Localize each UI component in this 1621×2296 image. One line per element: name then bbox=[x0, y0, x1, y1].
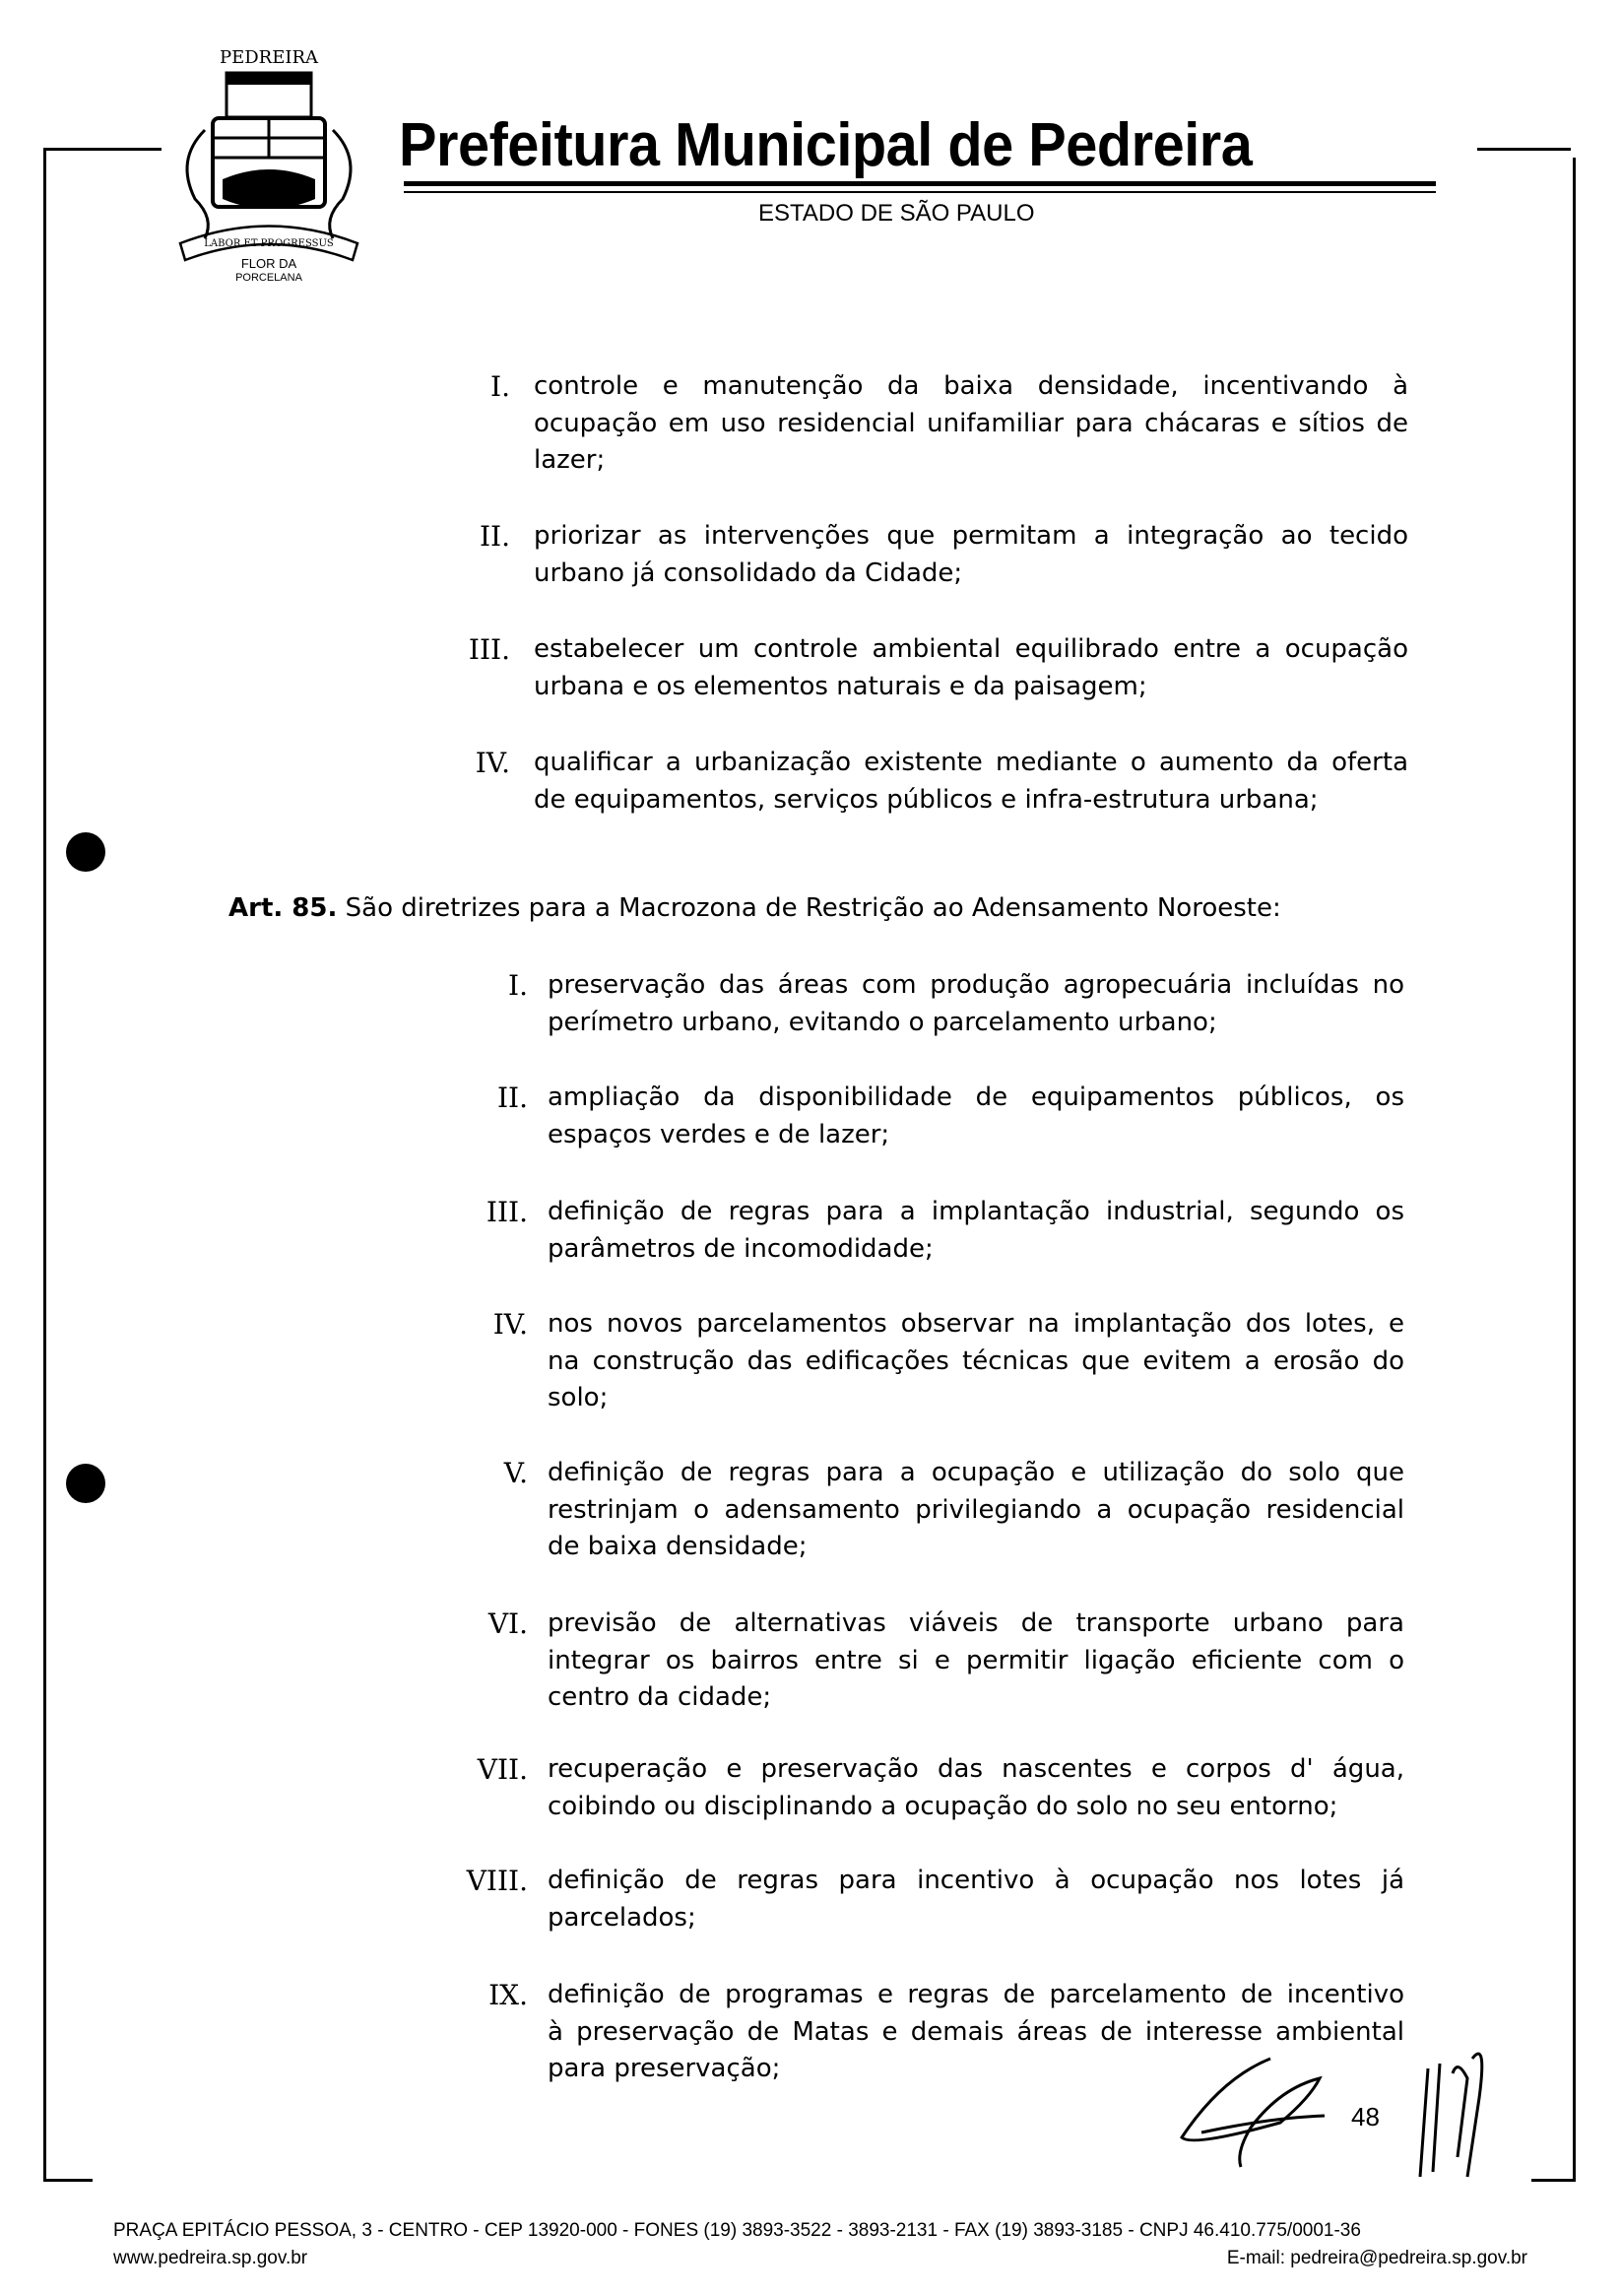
item-text-line: integrar os bairros entre si e permitir ligação eficiente com o bbox=[548, 1645, 1404, 1675]
signature-initials bbox=[1162, 2039, 1536, 2187]
page-subtitle: ESTADO DE SÃO PAULO bbox=[758, 200, 1035, 227]
item-text-line: ampliação da disponibilidade de equipamentos públicos, os bbox=[548, 1082, 1404, 1112]
item-text-line: definição de regras para incentivo à ocupação nos lotes já bbox=[548, 1866, 1404, 1895]
list-item bbox=[534, 745, 1408, 819]
item-text-line: espaços verdes e de lazer; bbox=[548, 1119, 890, 1149]
title-underline-thin bbox=[404, 191, 1436, 193]
logo-text-bottom2: PORCELANA bbox=[235, 272, 302, 283]
item-numeral: IV. bbox=[475, 747, 510, 779]
item-numeral: VII. bbox=[477, 1753, 528, 1786]
article-label: Art. 85. bbox=[228, 893, 338, 923]
page-border-top-right bbox=[1477, 148, 1571, 151]
item-numeral: V. bbox=[503, 1457, 528, 1489]
footer-website[interactable]: www.pedreira.sp.gov.br bbox=[113, 2248, 308, 2268]
item-text-line: urbano já consolidado da Cidade; bbox=[534, 558, 963, 588]
logo-text-bottom1: FLOR DA bbox=[240, 256, 297, 271]
list-item bbox=[548, 1455, 1404, 1566]
item-numeral: VIII. bbox=[466, 1865, 528, 1897]
list-item bbox=[534, 631, 1408, 705]
item-text-line: parcelados; bbox=[548, 1902, 696, 1933]
item-text-line: nos novos parcelamentos observar na implantação dos lotes, e bbox=[548, 1309, 1404, 1339]
article-85 bbox=[228, 890, 1281, 928]
page-title: Prefeitura Municipal de Pedreira bbox=[399, 111, 1253, 179]
logo-motto: LABOR ET PROGRESSUS bbox=[204, 238, 334, 249]
item-numeral: IX. bbox=[488, 1979, 528, 2011]
list-item bbox=[548, 1751, 1404, 1825]
item-numeral: II. bbox=[479, 520, 510, 553]
page-border-bottom-right bbox=[1531, 2179, 1576, 2182]
item-text-line: recuperação e preservação das nascentes e corpos d' água, bbox=[548, 1754, 1404, 1784]
item-text-line: urbana e os elementos naturais e da paisagem; bbox=[534, 671, 1147, 701]
item-text-line: definição de regras para a implantação industrial, segundo os bbox=[548, 1197, 1404, 1226]
item-text-line: controle e manutenção da baixa densidade, incentivando à bbox=[534, 371, 1408, 401]
page-border-left bbox=[43, 148, 46, 2179]
item-text-line: preservação das áreas com produção agropecuária incluídas no bbox=[548, 970, 1404, 1000]
list-item bbox=[548, 1863, 1404, 1936]
page-border-bottom-left bbox=[43, 2179, 93, 2182]
item-numeral: III. bbox=[486, 1196, 528, 1228]
item-text-line: ocupação em uso residencial unifamiliar para chácaras e sítios de bbox=[534, 408, 1408, 438]
list-item bbox=[548, 967, 1404, 1041]
item-text-line: para preservação; bbox=[548, 2054, 781, 2083]
item-text-line: na construção das edificações técnicas que evitem a erosão do bbox=[548, 1345, 1404, 1376]
item-text-line: perímetro urbano, evitando o parcelamento urbano; bbox=[548, 1007, 1217, 1037]
item-numeral: I. bbox=[508, 969, 528, 1002]
item-numeral: III. bbox=[468, 633, 510, 666]
item-text-line: coibindo ou disciplinando a ocupação do solo no seu entorno; bbox=[548, 1791, 1338, 1821]
item-numeral: I. bbox=[490, 370, 510, 403]
item-numeral: VI. bbox=[487, 1607, 528, 1640]
coat-of-arms-logo bbox=[165, 41, 372, 283]
item-text-line: de equipamentos, serviços públicos e infra-estrutura urbana; bbox=[534, 784, 1319, 815]
list-item bbox=[534, 518, 1408, 592]
title-underline-thick bbox=[404, 181, 1436, 186]
footer-address: PRAÇA EPITÁCIO PESSOA, 3 - CENTRO - CEP 13920-000 - FONES (19) 3893-3522 - 3893-2131 - FAX (19) 3893-3185 - CNPJ 46.410.775/0001-36 bbox=[113, 2220, 1361, 2241]
list-item bbox=[548, 1194, 1404, 1268]
item-text-line: restrinjam o adensamento privilegiando a ocupação residencial bbox=[548, 1494, 1404, 1525]
list-item bbox=[548, 1606, 1404, 1717]
punch-hole-2 bbox=[66, 1464, 105, 1503]
item-text-line: priorizar as intervenções que permitam a integração ao tecido bbox=[534, 521, 1408, 551]
item-text-line: parâmetros de incomodidade; bbox=[548, 1233, 934, 1264]
list-item bbox=[534, 368, 1408, 480]
page-border-right bbox=[1573, 158, 1576, 2179]
punch-hole-1 bbox=[66, 832, 105, 872]
logo-text-top: PEDREIRA bbox=[219, 47, 319, 68]
item-text-line: definição de programas e regras de parcelamento de incentivo bbox=[548, 1980, 1404, 2009]
item-text-line: centro da cidade; bbox=[548, 1682, 772, 1712]
item-text-line: lazer; bbox=[534, 445, 606, 475]
item-text-line: à preservação de Matas e demais áreas de interesse ambiental bbox=[548, 2016, 1404, 2047]
item-numeral: II. bbox=[496, 1082, 528, 1114]
page-number: 48 bbox=[1351, 2102, 1380, 2132]
item-numeral: IV. bbox=[492, 1308, 528, 1341]
item-text-line: solo; bbox=[548, 1383, 609, 1412]
footer-email[interactable]: E-mail: pedreira@pedreira.sp.gov.br bbox=[1226, 2248, 1527, 2268]
page-border-top-left bbox=[43, 148, 162, 151]
item-text-line: de baixa densidade; bbox=[548, 1532, 808, 1561]
item-text-line: definição de regras para a ocupação e utilização do solo que bbox=[548, 1458, 1404, 1487]
item-text-line: estabelecer um controle ambiental equilibrado entre a ocupação bbox=[534, 634, 1408, 664]
item-text-line: qualificar a urbanização existente mediante o aumento da oferta bbox=[534, 748, 1408, 777]
list-item bbox=[548, 1080, 1404, 1153]
item-text-line: previsão de alternativas viáveis de transporte urbano para bbox=[548, 1608, 1404, 1638]
list-item bbox=[548, 1306, 1404, 1417]
article-text: São diretrizes para a Macrozona de Restrição ao Adensamento Noroeste: bbox=[345, 893, 1281, 923]
